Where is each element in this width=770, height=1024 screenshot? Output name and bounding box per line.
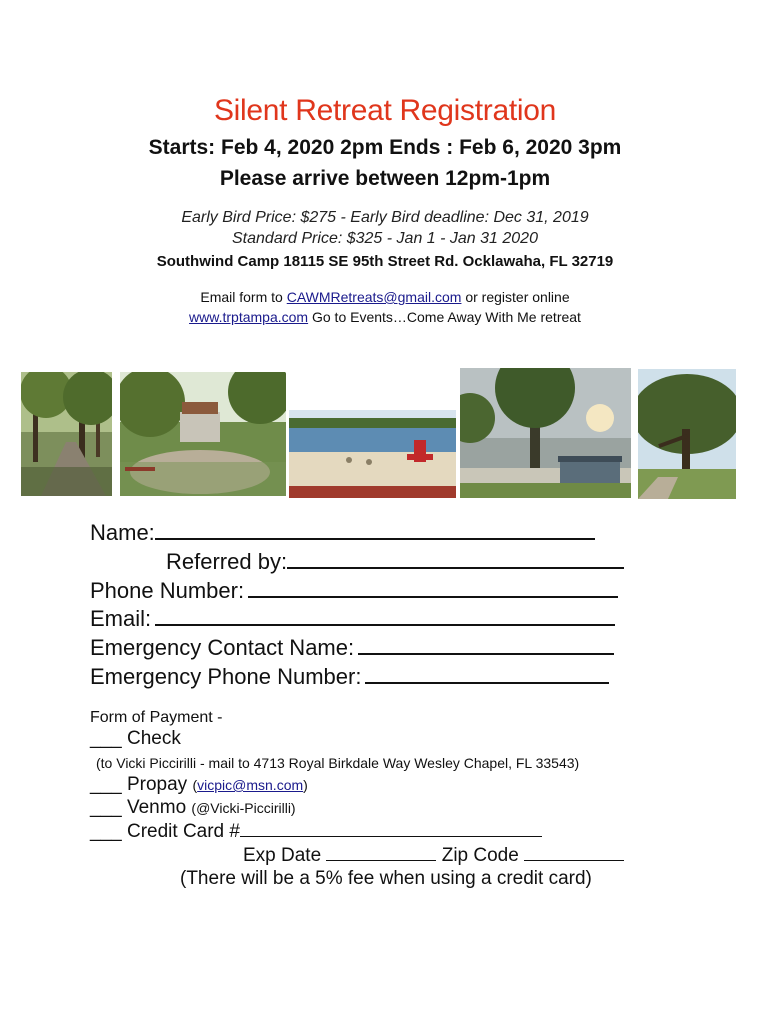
website-link[interactable]: www.trptampa.com — [189, 309, 309, 325]
venmo-blank[interactable]: ___ — [90, 797, 122, 818]
camp-grounds-photo — [120, 372, 286, 496]
emergency-phone-field — [90, 662, 609, 690]
lakeside-sunrise-photo — [460, 368, 631, 498]
payment-venmo-row — [90, 797, 296, 819]
lake-beach-photo — [289, 410, 456, 498]
name-label: Name: — [90, 520, 155, 545]
credit-fee-note: (There will be a 5% fee when using a credit card) — [180, 868, 592, 889]
venmo-label: Venmo — [126, 797, 187, 818]
standard-price: Standard Price: $325 - Jan 1 - Jan 31 2020 — [232, 230, 538, 247]
credit-label: Credit Card # — [126, 821, 240, 842]
emergency-name-field — [90, 633, 614, 661]
camp-address: Southwind Camp 18115 SE 95th Street Rd. Ocklawaha, FL 32719 — [156, 253, 614, 270]
emergency-name-label: Emergency Contact Name: — [90, 635, 355, 660]
credit-card-number-line[interactable] — [240, 820, 542, 837]
emergency-phone-label: Emergency Phone Number: — [90, 664, 362, 689]
referred-by-input-line[interactable] — [287, 547, 624, 569]
phone-input-line[interactable] — [248, 576, 618, 598]
email-link[interactable]: CAWMRetreats@gmail.com — [286, 289, 462, 305]
phone-field — [90, 576, 618, 604]
payment-heading: Form of Payment - — [90, 709, 223, 726]
arrival-time: Please arrive between 12pm-1pm — [219, 167, 551, 190]
name-field — [90, 518, 595, 546]
name-input-line[interactable] — [155, 518, 595, 540]
email-label: Email: — [90, 606, 152, 631]
email-prefix: Email form to — [200, 289, 287, 305]
retreat-dates: Starts: Feb 4, 2020 2pm Ends : Feb 6, 2020 3pm — [148, 136, 622, 159]
email-input-line[interactable] — [155, 604, 615, 626]
email-instructions — [0, 289, 770, 305]
website-instructions — [0, 309, 770, 325]
early-bird-price: Early Bird Price: $275 - Early Bird deadline: Dec 31, 2019 — [181, 209, 589, 226]
check-blank[interactable]: ___ — [90, 728, 122, 749]
zip-code-line[interactable] — [524, 844, 624, 861]
propay-email-link[interactable]: vicpic@msn.com — [197, 777, 304, 793]
check-note: (to Vicki Piccirilli - mail to 4713 Royal Birkdale Way Wesley Chapel, FL 33543) — [96, 755, 580, 771]
propay-paren-open: ( — [192, 777, 198, 793]
payment-credit-row — [90, 820, 542, 843]
page-title: Silent Retreat Registration — [213, 94, 557, 127]
propay-paren-close: ) — [303, 777, 308, 793]
exp-date-label: Exp Date — [243, 845, 322, 866]
phone-label: Phone Number: — [90, 578, 245, 603]
zip-code-label: Zip Code — [441, 845, 519, 866]
referred-by-field — [166, 547, 624, 575]
payment-check-row — [90, 728, 181, 750]
referred-by-label: Referred by: — [166, 549, 288, 574]
email-suffix: or register online — [461, 289, 570, 305]
exp-zip-row — [243, 844, 624, 867]
emergency-name-input-line[interactable] — [358, 633, 614, 655]
exp-date-line[interactable] — [326, 844, 436, 861]
payment-propay-row — [90, 774, 308, 796]
email-field — [90, 604, 615, 632]
check-label: Check — [126, 728, 181, 749]
propay-blank[interactable]: ___ — [90, 774, 122, 795]
website-suffix: Go to Events…Come Away With Me retreat — [308, 309, 581, 325]
propay-label: Propay — [126, 774, 188, 795]
credit-blank[interactable]: ___ — [90, 821, 122, 842]
oak-tree-photo — [638, 369, 736, 499]
emergency-phone-input-line[interactable] — [365, 662, 609, 684]
forest-path-photo — [21, 372, 112, 496]
venmo-handle: (@Vicki-Piccirilli) — [191, 800, 296, 816]
